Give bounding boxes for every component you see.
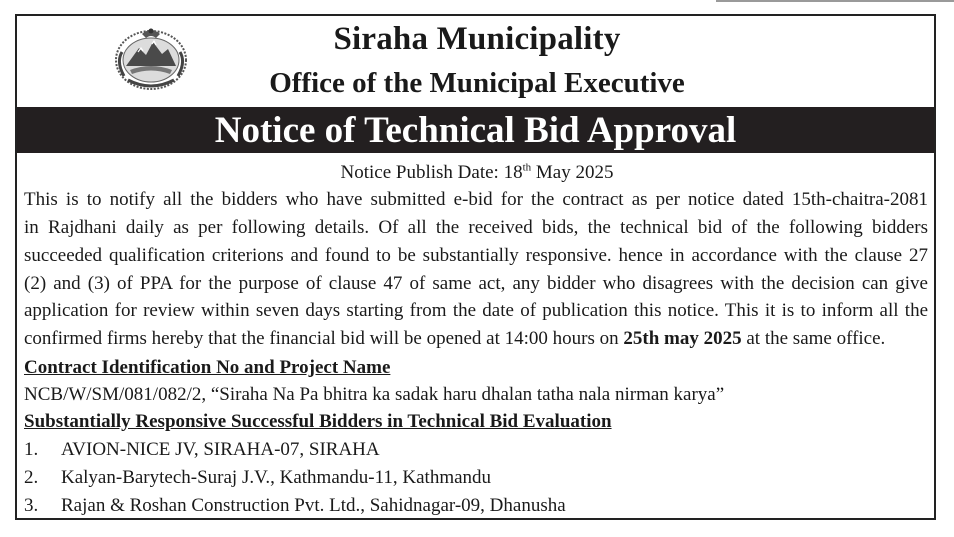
bidders-heading: Substantially Responsive Successful Bidders in Technical Bid Evaluation [24,411,612,432]
list-item: 3. Rajan & Roshan Construction Pvt. Ltd., Sahidnagar-09, Dhanusha [24,495,566,516]
municipality-name: Siraha Municipality [333,21,621,57]
office-name: Office of the Municipal Executive [269,67,685,99]
body-line-4: (2) and (3) of PPA for the purpose of clause 47 of same act, any bidder who disagrees with the decision can give [24,273,928,294]
contract-text: NCB/W/SM/081/082/2, “Siraha Na Pa bhitra ka sadak haru dhalan tatha nala nirman karya” [24,384,725,405]
financial-bid-date: 25th may 2025 [623,328,742,349]
body-line-3: succeeded qualification criterions and found to be substantially responsive. hence in accordance with the clause 27 [24,245,928,266]
body-line-2: in Rajdhani daily as per following details. Of all the received bids, the technical bid of the following bidders [24,217,928,238]
list-item: 1. AVION-NICE JV, SIRAHA-07, SIRAHA [24,439,380,460]
notice-title: Notice of Technical Bid Approval [214,110,737,151]
body-line-5: application for review within seven days starting from the date of publication this notice. This it is to inform all the [24,300,928,321]
publish-date: Notice Publish Date: 18th May 2025 [340,161,614,183]
list-item: 2. Kalyan-Barytech-Suraj J.V., Kathmandu-11, Kathmandu [24,467,492,488]
notice-title-banner [17,107,934,153]
contract-heading: Contract Identification No and Project Name [24,357,391,378]
body-line-6: confirmed firms hereby that the financial bid will be opened at 14:00 hours on 25th may 2025 at the same office. [24,328,886,349]
top-rule [716,0,954,2]
body-line-1: This is to notify all the bidders who have submitted e-bid for the contract as per notice dated 15th-chaitra-2081 [24,189,928,210]
